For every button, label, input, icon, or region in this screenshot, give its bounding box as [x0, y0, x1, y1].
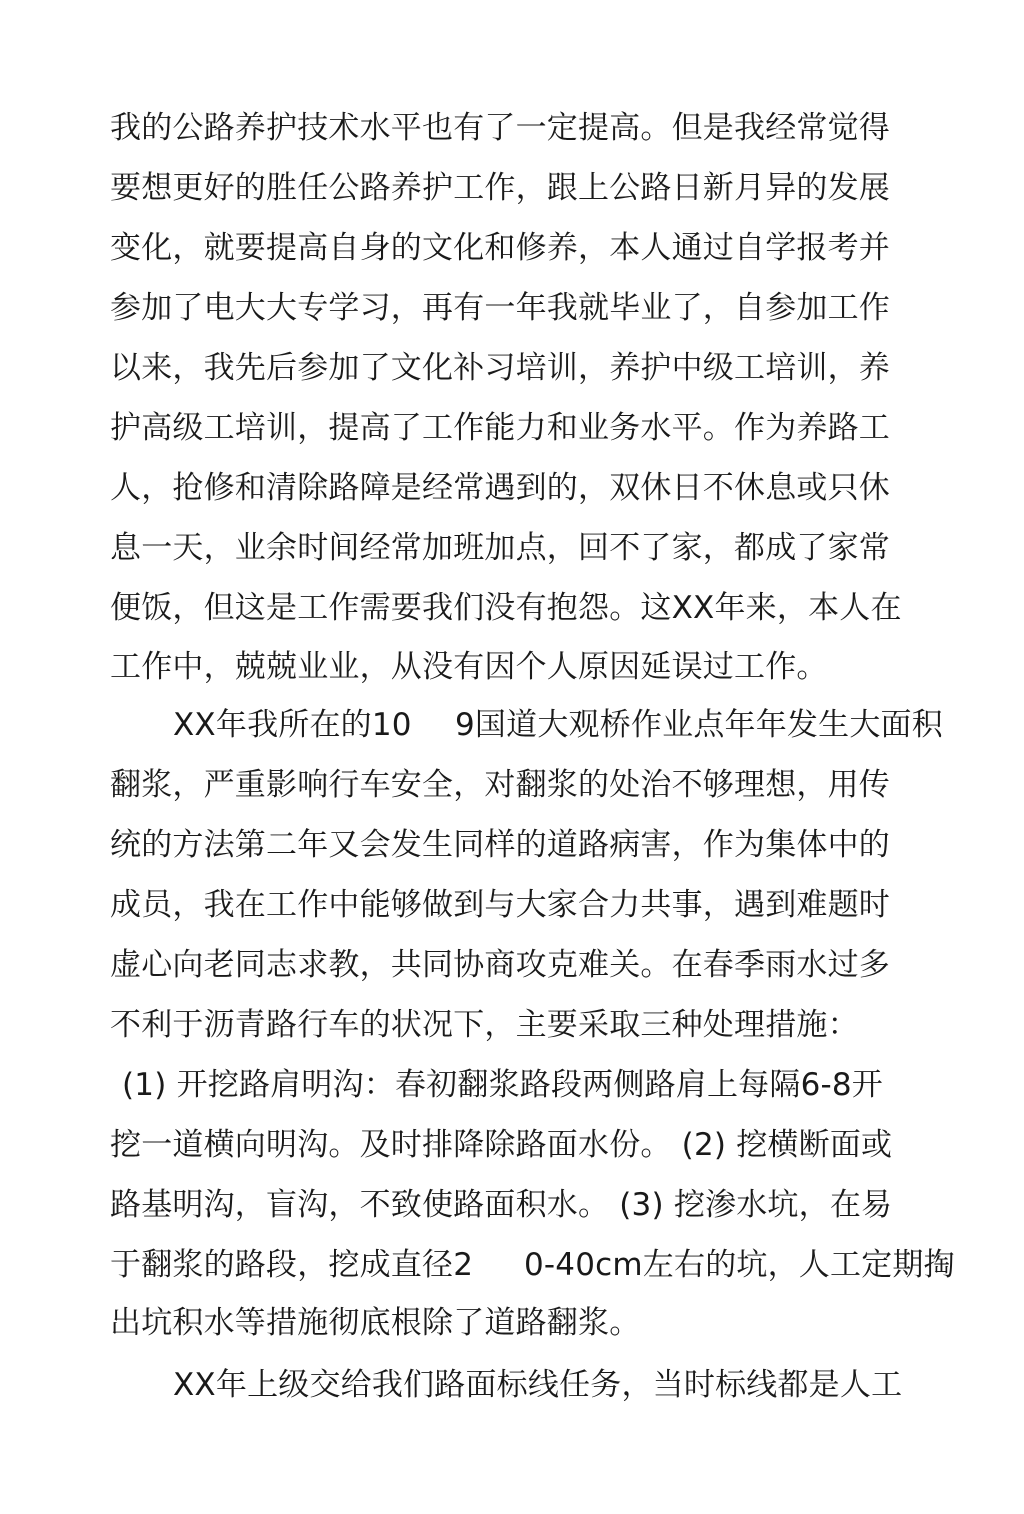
text-line: 不利于沥青路行车的状况下，主要采取三种处理措施：: [110, 1007, 859, 1043]
text-line: 息一天，业余时间经常加班加点，回不了家，都成了家常: [110, 530, 890, 566]
text-line: 路基明沟，盲沟，不致使路面积水。 (3) 挖渗水坑，在易: [110, 1187, 893, 1223]
text-line: 便饭，但这是工作需要我们没有抱怨。这XX年来，本人在: [110, 590, 902, 626]
text-line: 人，抢修和清除路障是经常遇到的，双休日不休息或只休: [110, 470, 890, 506]
text-line-fragment: 于翻浆的路段，挖成直径2: [110, 1247, 474, 1283]
paragraph-start-fragment: XX年我所在的10: [173, 707, 412, 743]
text-line-continuation: 9国道大观桥作业点年年发生大面积: [455, 707, 943, 743]
text-line: 工作中，兢兢业业，从没有因个人原因延误过工作。: [110, 649, 828, 685]
text-line: 参加了电大大专学习，再有一年我就毕业了，自参加工作: [110, 290, 890, 326]
text-line: 我的公路养护技术水平也有了一定提高。但是我经常觉得: [110, 110, 890, 146]
text-line: 虚心向老同志求教，共同协商攻克难关。在春季雨水过多: [110, 947, 890, 983]
paragraph-start-line: XX年上级交给我们路面标线任务，当时标线都是人工: [173, 1367, 903, 1403]
text-line: 以来，我先后参加了文化补习培训，养护中级工培训，养: [110, 350, 890, 386]
text-line: 翻浆，严重影响行车安全，对翻浆的处治不够理想，用传: [110, 767, 890, 803]
text-line-continuation: 0-40cm左右的坑，人工定期掏: [524, 1247, 955, 1283]
text-line: 护高级工培训，提高了工作能力和业务水平。作为养路工: [110, 410, 890, 446]
text-line: 出坑积水等措施彻底根除了道路翻浆。: [110, 1305, 641, 1341]
text-line: 变化，就要提高自身的文化和修养，本人通过自学报考并: [110, 230, 890, 266]
text-line: 要想更好的胜任公路养护工作，跟上公路日新月异的发展: [110, 170, 890, 206]
list-item-line: (1) 开挖路肩明沟：春初翻浆路段两侧路肩上每隔6-8开: [122, 1067, 883, 1103]
text-line: 挖一道横向明沟。及时排降除路面水份。 (2) 挖横断面或: [110, 1127, 893, 1163]
text-line: 成员，我在工作中能够做到与大家合力共事，遇到难题时: [110, 887, 890, 923]
text-line: 统的方法第二年又会发生同样的道路病害，作为集体中的: [110, 827, 890, 863]
